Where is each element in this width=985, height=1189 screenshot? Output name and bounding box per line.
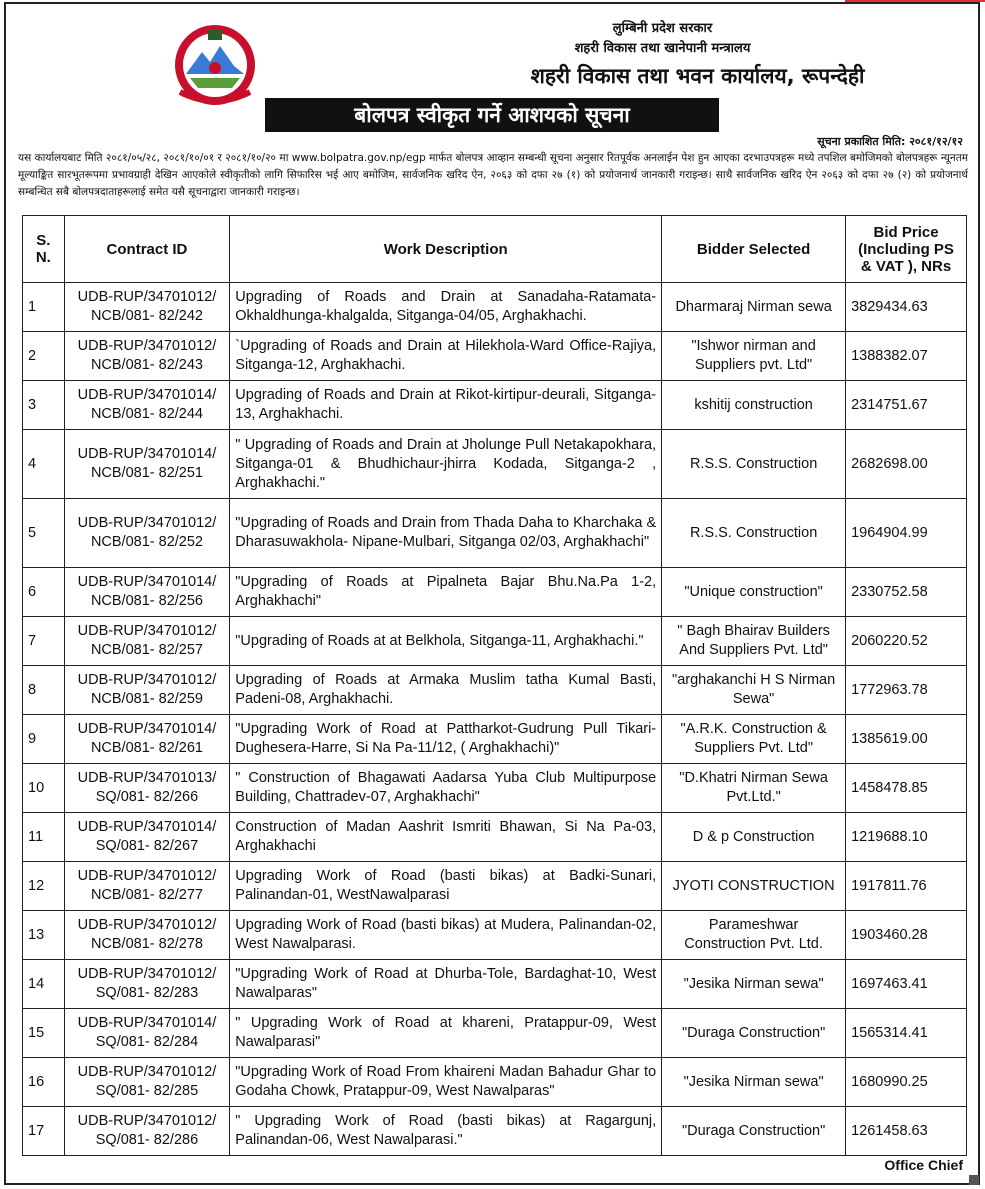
row-contract-id: UDB-RUP/34701014/ SQ/081- 82/267 (64, 813, 230, 862)
table-row (23, 764, 967, 813)
row-bidder: "arghakanchi H S Nirman Sewa" (662, 666, 846, 715)
table-row (23, 911, 967, 960)
table-row (23, 381, 967, 430)
table-row (23, 283, 967, 332)
header-bid-price: Bid Price (Including PS & VAT ), NRs (846, 216, 967, 283)
row-sn: 5 (23, 499, 65, 568)
row-work-description: "Upgrading of Roads at at Belkhola, Sitganga-11, Arghakhachi." (230, 617, 662, 666)
row-work-description: Upgrading of Roads at Armaka Muslim tatha Kumal Basti, Padeni-08, Arghakhachi. (230, 666, 662, 715)
row-sn: 15 (23, 1009, 65, 1058)
office-name: शहरी विकास तथा भवन कार्यालय, रूपन्देही (530, 64, 865, 88)
row-bidder: "Unique construction" (662, 568, 846, 617)
row-contract-id: UDB-RUP/34701012/ NCB/081- 82/259 (64, 666, 230, 715)
row-contract-id: UDB-RUP/34701012/ SQ/081- 82/286 (64, 1107, 230, 1156)
row-work-description: Upgrading Work of Road (basti bikas) at Mudera, Palinandan-02, West Nawalparasi. (230, 911, 662, 960)
row-bid-price: 1680990.25 (846, 1058, 967, 1107)
row-sn: 9 (23, 715, 65, 764)
row-bid-price: 1388382.07 (846, 332, 967, 381)
table-row (23, 960, 967, 1009)
row-bid-price: 1772963.78 (846, 666, 967, 715)
row-bidder: "Duraga Construction" (662, 1107, 846, 1156)
row-contract-id: UDB-RUP/34701014/ NCB/081- 82/256 (64, 568, 230, 617)
row-bidder: "A.R.K. Construction & Suppliers Pvt. Ltd" (662, 715, 846, 764)
row-sn: 16 (23, 1058, 65, 1107)
row-bid-price: 1903460.28 (846, 911, 967, 960)
row-work-description: " Upgrading Work of Road (basti bikas) at Ragargunj, Palinandan-06, West Nawalparasi." (230, 1107, 662, 1156)
row-bidder: R.S.S. Construction (662, 430, 846, 499)
table-row (23, 715, 967, 764)
row-sn: 1 (23, 283, 65, 332)
row-bid-price: 1964904.99 (846, 499, 967, 568)
header-sn: S. N. (23, 216, 65, 283)
row-sn: 3 (23, 381, 65, 430)
published-date: सूचना प्रकाशित मिति: २०८१/१२/१२ (817, 135, 963, 148)
row-bidder: R.S.S. Construction (662, 499, 846, 568)
row-bidder: D & p Construction (662, 813, 846, 862)
row-work-description: "Upgrading of Roads and Drain from Thada Daha to Kharchaka & Dharasuwakhola- Nipane-Mulbari, Sitganga 02/03, Arghakhachi" (230, 499, 662, 568)
row-bid-price: 1458478.85 (846, 764, 967, 813)
row-bidder: "D.Khatri Nirman Sewa Pvt.Ltd." (662, 764, 846, 813)
row-contract-id: UDB-RUP/34701012/ NCB/081- 82/278 (64, 911, 230, 960)
header-bidder-selected: Bidder Selected (662, 216, 846, 283)
row-sn: 2 (23, 332, 65, 381)
intro-paragraph: यस कार्यालयबाट मिति २०८१/०५/२८, २०८१/१०/०१ र २०८१/१०/२० मा www.bolpatra.gov.np/egp मार्फत बोलपत्र आव्हान सम्बन्धी सूचना अनुसार रितपूर्वक अनलाईन पेश हुन आएका दरभाउपत्रहरू मध्ये तपशिल बमोजिमको बोलपत्रहरू न्यूनतम मूल्याङ्कित सारभूतरूपमा प्रभावग्राही देखिन आएकोले स्वीकृतीको लागि सिफारिस भई आए बमोजिम, सार्वजनिक खरिद ऐन, २०६३ को दफा २७ (१) को प्रयोजनार्थ जानकारी गराइन्छ। साथै सार्वजनिक खरिद ऐन २०६३ को दफा २७ (२) को प्रयोजनार्थ सम्बन्धित सबै बोलपत्रदाताहरूलाई समेत यसै सूचनाद्वारा जानकारी गराइन्छ। (18, 152, 968, 198)
row-work-description: "Upgrading Work of Road From khaireni Madan Bahadur Ghar to Godaha Chowk, Pratappur-09, West Nawalparas" (230, 1058, 662, 1107)
table-row (23, 862, 967, 911)
office-chief-signature: Office Chief (884, 1157, 963, 1173)
row-work-description: " Construction of Bhagawati Aadarsa Yuba Club Multipurpose Building, Chattradev-07, Arghakhachi" (230, 764, 662, 813)
top-red-line (845, 0, 985, 2)
row-work-description: Upgrading of Roads and Drain at Rikot-kirtipur-deurali, Sitganga-13, Arghakhachi. (230, 381, 662, 430)
row-contract-id: UDB-RUP/34701012/ NCB/081- 82/257 (64, 617, 230, 666)
row-bid-price: 1697463.41 (846, 960, 967, 1009)
row-contract-id: UDB-RUP/34701012/ SQ/081- 82/285 (64, 1058, 230, 1107)
table-row (23, 1009, 967, 1058)
notice-title: बोलपत्र स्वीकृत गर्ने आशयको सूचना (265, 98, 719, 132)
table-row (23, 617, 967, 666)
row-bidder: " Bagh Bhairav Builders And Suppliers Pvt. Ltd" (662, 617, 846, 666)
row-sn: 12 (23, 862, 65, 911)
row-bidder: Parameshwar Construction Pvt. Ltd. (662, 911, 846, 960)
row-sn: 6 (23, 568, 65, 617)
row-contract-id: UDB-RUP/34701013/ SQ/081- 82/266 (64, 764, 230, 813)
row-sn: 8 (23, 666, 65, 715)
row-work-description: "Upgrading Work of Road at Dhurba-Tole, Bardaghat-10, West Nawalparas" (230, 960, 662, 1009)
row-bid-price: 3829434.63 (846, 283, 967, 332)
row-bid-price: 1385619.00 (846, 715, 967, 764)
row-work-description: "Upgrading Work of Road at Pattharkot-Gudrung Pull Tikari-Dughesera-Harre, Si Na Pa-11/12, ( Arghakhachi)" (230, 715, 662, 764)
table-header-row (23, 216, 967, 283)
row-bid-price: 2330752.58 (846, 568, 967, 617)
row-bidder: "Ishwor nirman and Suppliers pvt. Ltd" (662, 332, 846, 381)
province-government: लुम्बिनी प्रदेश सरकार (612, 21, 713, 36)
header-contract-id: Contract ID (64, 216, 230, 283)
table-row (23, 1058, 967, 1107)
row-bid-price: 2314751.67 (846, 381, 967, 430)
corner-mark (969, 1175, 979, 1185)
table-row (23, 499, 967, 568)
row-work-description: Upgrading of Roads and Drain at Sanadaha-Ratamata-Okhaldhunga-khalgalda, Sitganga-04/05, Arghakhachi. (230, 283, 662, 332)
table-body (23, 283, 967, 1156)
row-work-description: Construction of Madan Aashrit Ismriti Bhawan, Si Na Pa-03, Arghakhachi (230, 813, 662, 862)
row-contract-id: UDB-RUP/34701014/ SQ/081- 82/284 (64, 1009, 230, 1058)
row-contract-id: UDB-RUP/34701014/ NCB/081- 82/244 (64, 381, 230, 430)
row-contract-id: UDB-RUP/34701012/ NCB/081- 82/242 (64, 283, 230, 332)
row-sn: 17 (23, 1107, 65, 1156)
table-row (23, 813, 967, 862)
bid-table (22, 215, 967, 1156)
row-contract-id: UDB-RUP/34701012/ SQ/081- 82/283 (64, 960, 230, 1009)
row-bidder: JYOTI CONSTRUCTION (662, 862, 846, 911)
row-sn: 10 (23, 764, 65, 813)
row-bid-price: 2682698.00 (846, 430, 967, 499)
row-contract-id: UDB-RUP/34701014/ NCB/081- 82/261 (64, 715, 230, 764)
row-bidder: "Jesika Nirman sewa" (662, 1058, 846, 1107)
row-contract-id: UDB-RUP/34701012/ NCB/081- 82/252 (64, 499, 230, 568)
row-sn: 4 (23, 430, 65, 499)
row-work-description: " Upgrading Work of Road at khareni, Pratappur-09, West Nawalparasi" (230, 1009, 662, 1058)
row-bidder: kshitij construction (662, 381, 846, 430)
row-work-description: " Upgrading of Roads and Drain at Jholunge Pull Netakapokhara, Sitganga-01 & Bhudhichaur-jhirra Kodada, Sitganga-2 , Arghakhachi." (230, 430, 662, 499)
row-sn: 13 (23, 911, 65, 960)
row-sn: 7 (23, 617, 65, 666)
row-bid-price: 2060220.52 (846, 617, 967, 666)
row-sn: 14 (23, 960, 65, 1009)
row-contract-id: UDB-RUP/34701014/ NCB/081- 82/251 (64, 430, 230, 499)
row-bid-price: 1565314.41 (846, 1009, 967, 1058)
row-bid-price: 1261458.63 (846, 1107, 967, 1156)
header-work-description: Work Description (230, 216, 662, 283)
table-row (23, 1107, 967, 1156)
table-row (23, 568, 967, 617)
row-bidder: "Jesika Nirman sewa" (662, 960, 846, 1009)
row-bid-price: 1219688.10 (846, 813, 967, 862)
table-row (23, 666, 967, 715)
row-work-description: "Upgrading of Roads at Pipalneta Bajar Bhu.Na.Pa 1-2, Arghakhachi" (230, 568, 662, 617)
row-bidder: Dharmaraj Nirman sewa (662, 283, 846, 332)
table-row (23, 332, 967, 381)
row-work-description: `Upgrading of Roads and Drain at Hilekhola-Ward Office-Rajiya, Sitganga-12, Arghakhachi. (230, 332, 662, 381)
row-bidder: "Duraga Construction" (662, 1009, 846, 1058)
ministry-name: शहरी विकास तथा खानेपानी मन्त्रालय (574, 41, 751, 56)
row-bid-price: 1917811.76 (846, 862, 967, 911)
row-contract-id: UDB-RUP/34701012/ NCB/081- 82/277 (64, 862, 230, 911)
table-row (23, 430, 967, 499)
row-contract-id: UDB-RUP/34701012/ NCB/081- 82/243 (64, 332, 230, 381)
row-sn: 11 (23, 813, 65, 862)
row-work-description: Upgrading Work of Road (basti bikas) at Badki-Sunari, Palinandan-01, WestNawalparasi (230, 862, 662, 911)
